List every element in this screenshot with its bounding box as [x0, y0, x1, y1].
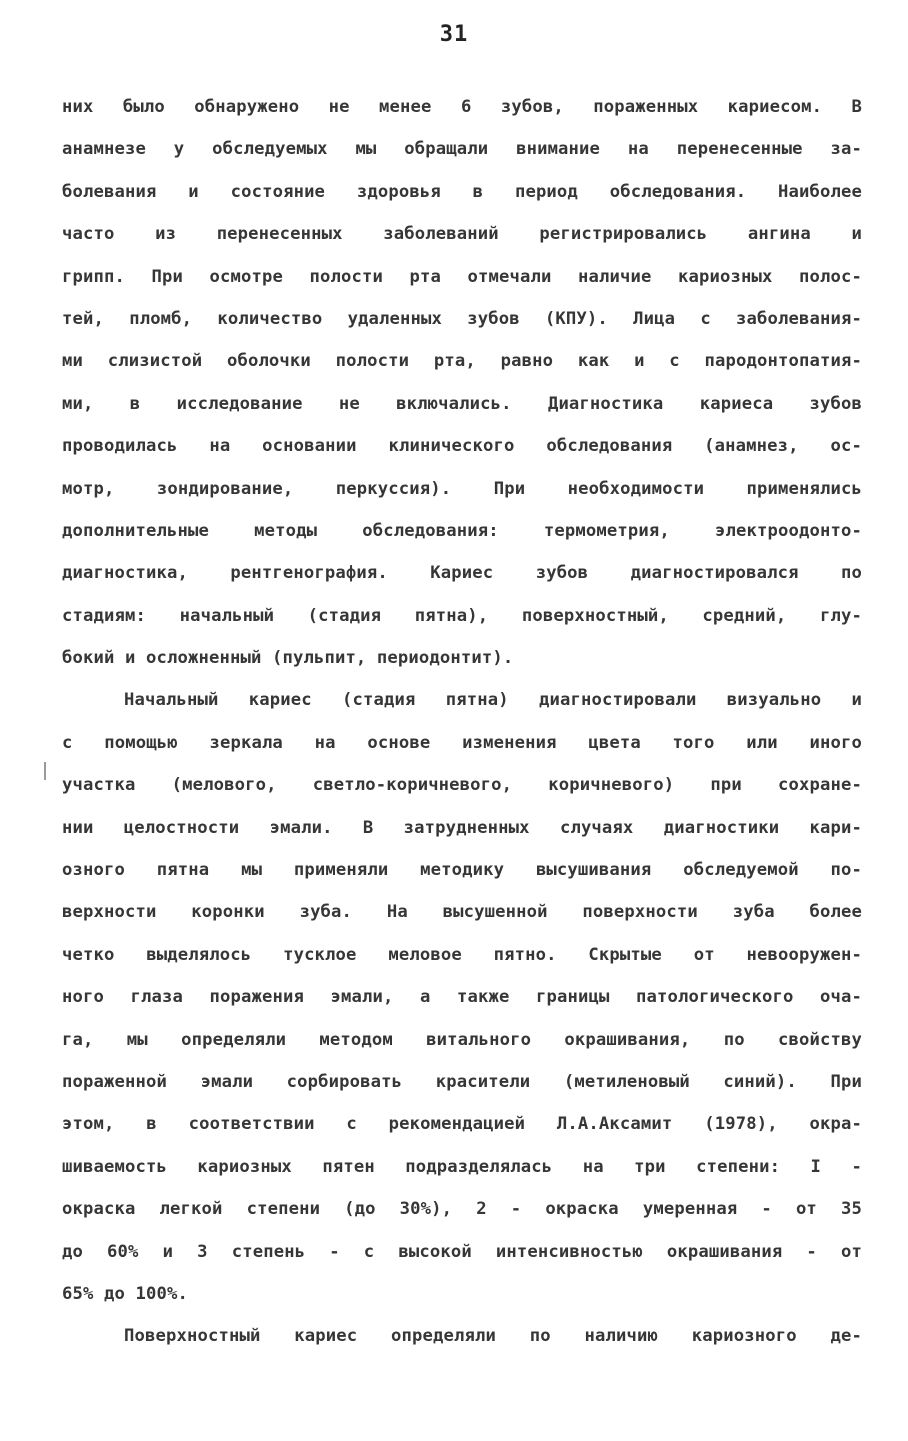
- text-line: часто из перенесенных заболеваний регистрировались ангина и: [62, 224, 862, 245]
- text-line: четко выделялось тусклое меловое пятно. Скрытые от невооружен-: [62, 944, 862, 965]
- text-line: них было обнаружено не менее 6 зубов, пораженных кариесом. В: [62, 97, 862, 117]
- text-line: этом, в соответствии с рекомендацией Л.А.Аксамит (1978), окра-: [62, 1114, 862, 1135]
- paragraph-start-line: Начальный кариес (стадия пятна) диагностировали визуально и: [124, 690, 862, 711]
- text-line: окраска легкой степени (до 30%), 2 - окраска умеренная - от 35: [62, 1199, 862, 1220]
- text-line: нии целостности эмали. В затрудненных случаях диагностики кари-: [62, 817, 862, 838]
- text-line: пораженной эмали сорбировать красители (метиленовый синий). При: [62, 1071, 862, 1092]
- text-line: дополнительные методы обследования: термометрия, электроодонто-: [62, 520, 862, 541]
- text-line: с помощью зеркала на основе изменения цвета того или иного: [62, 732, 862, 753]
- body-text: [62, 86, 862, 1358]
- text-line: бокий и осложненный (пульпит, периодонтит).: [62, 648, 514, 669]
- text-line: га, мы определяли методом витального окрашивания, по свойству: [62, 1029, 862, 1050]
- text-line: грипп. При осмотре полости рта отмечали наличие кариозных полос-: [62, 266, 862, 287]
- text-line: до 60% и 3 степень - с высокой интенсивностью окрашивания - от: [62, 1241, 862, 1262]
- text-line: озного пятна мы применяли методику высушивания обследуемой по-: [62, 860, 862, 881]
- text-line: верхности коронки зуба. На высушенной поверхности зуба более: [62, 902, 862, 923]
- text-line: участка (мелового, светло-коричневого, коричневого) при сохране-: [62, 775, 862, 796]
- text-line: ми слизистой оболочки полости рта, равно как и с пародонтопатия-: [62, 351, 862, 372]
- text-line: ного глаза поражения эмали, а также границы патологического оча-: [62, 987, 862, 1008]
- text-line: стадиям: начальный (стадия пятна), поверхностный, средний, глу-: [62, 605, 862, 626]
- text-line: 65% до 100%.: [62, 1283, 188, 1304]
- text-line: проводилась на основании клинического обследования (анамнез, ос-: [62, 436, 862, 457]
- text-line: диагностика, рентгенография. Кариес зубов диагностировался по: [62, 563, 862, 584]
- text-line: тей, пломб, количество удаленных зубов (КПУ). Лица с заболевания-: [62, 308, 862, 329]
- text-line: анамнезе у обследуемых мы обращали внимание на перенесенные за-: [62, 139, 862, 160]
- paragraph-start-line: Поверхностный кариес определяли по наличию кариозного де-: [124, 1326, 862, 1347]
- text-line: шиваемость кариозных пятен подразделялась на три степени: I -: [62, 1156, 862, 1177]
- text-line: ми, в исследование не включались. Диагностика кариеса зубов: [62, 393, 862, 414]
- page-number: 31: [439, 22, 469, 47]
- text-line: болевания и состояние здоровья в период обследования. Наиболее: [62, 181, 862, 202]
- text-line: мотр, зондирование, перкуссия). При необходимости применялись: [62, 478, 862, 499]
- margin-mark: [44, 762, 46, 780]
